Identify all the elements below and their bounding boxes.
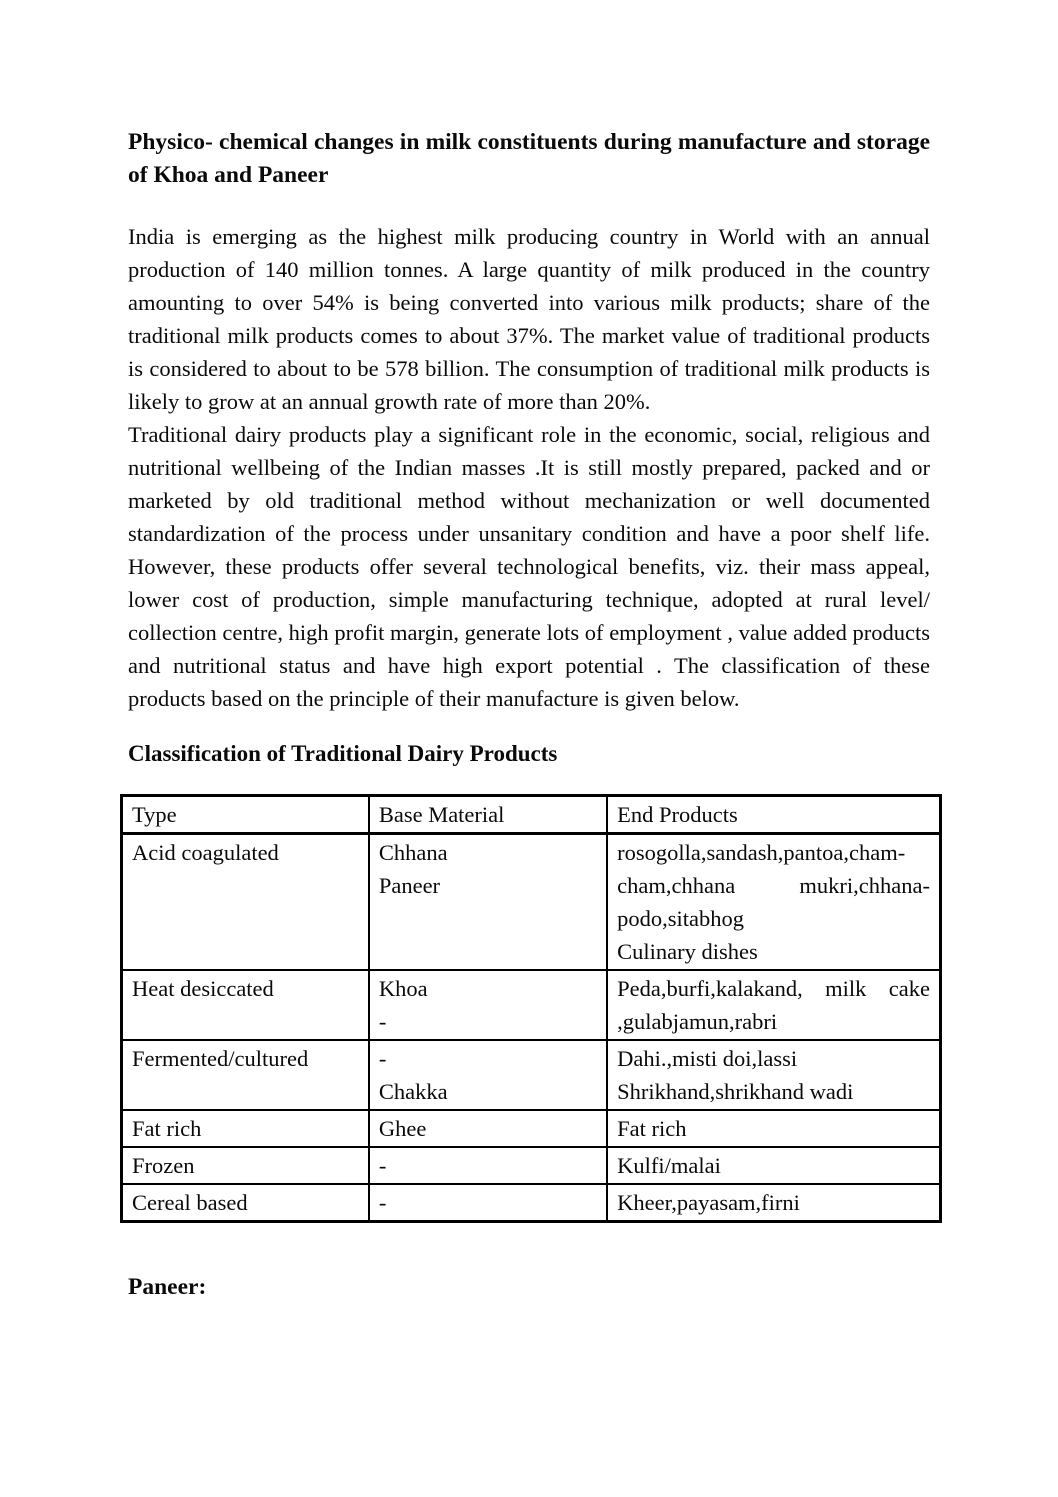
table-header-row	[122, 796, 941, 834]
cell-line: Peda,burfi,kalakand, milk cake	[617, 976, 930, 1001]
table-row-fermented-cultured	[122, 1040, 941, 1110]
cell-type	[122, 1110, 369, 1147]
document-title: Physico- chemical changes in milk constituents during manufacture and storage of Khoa and Paneer	[128, 129, 930, 188]
cell-end-products	[607, 1184, 940, 1222]
cell-line: Cereal based	[132, 1190, 248, 1215]
cell-type	[122, 834, 369, 971]
cell-type	[122, 1147, 369, 1184]
cell-line: Chakka	[378, 1079, 448, 1104]
table-row-frozen	[122, 1147, 941, 1184]
cell-type	[122, 970, 369, 1040]
cell-line: Fat rich	[132, 1116, 202, 1141]
cell-line: -	[378, 1153, 387, 1178]
cell-line: -	[378, 1046, 387, 1071]
cell-line: Shrikhand,shrikhand wadi	[617, 1079, 854, 1104]
cell-end-products	[607, 1110, 940, 1147]
column-header-end-products: End Products	[607, 796, 940, 834]
cell-line: cham,chhana mukri,chhana-	[617, 873, 930, 898]
cell-base-material	[369, 834, 607, 971]
cell-line: Fat rich	[617, 1116, 687, 1141]
cell-base-material	[369, 970, 607, 1040]
column-header-base-material: Base Material	[369, 796, 607, 834]
paragraph-intro: India is emerging as the highest milk producing country in World with an annual production of 140 million tonnes. A large quantity of milk produced in the country amounting to over 54% is being converted into various milk products; share of the traditional milk products comes to about 37%. The market value of traditional products is considered to about to be 578 billion. The consumption of traditional milk products is likely to grow at an annual growth rate of more than 20%.	[128, 224, 930, 414]
cell-line: -	[378, 1190, 387, 1215]
cell-line: Kheer,payasam,firni	[617, 1190, 800, 1215]
cell-base-material	[369, 1184, 607, 1222]
cell-line: Kulfi/malai	[617, 1153, 721, 1178]
classification-table	[120, 794, 942, 1223]
cell-line: podo,sitabhog	[617, 906, 745, 931]
cell-end-products	[607, 834, 940, 971]
cell-line: Paneer	[378, 873, 441, 898]
paneer-heading: Paneer:	[128, 1274, 207, 1300]
cell-base-material	[369, 1147, 607, 1184]
table-row-heat-desiccated	[122, 970, 941, 1040]
table-row-cereal-based	[122, 1184, 941, 1222]
paragraph-traditional-products: Traditional dairy products play a significant role in the economic, social, religious and nutritional wellbeing of the Indian masses .It is still mostly prepared, packed and or marketed by old traditional method without mechanization or well documented standardization of the process under unsanitary condition and have a poor shelf life. However, these products offer several technological benefits, viz. their mass appeal, lower cost of production, simple manufacturing technique, adopted at rural level/ collection centre, high profit margin, generate lots of employment , value added products and nutritional status and have high export potential . The classification of these products based on the principle of their manufacture is given below.	[128, 422, 930, 711]
cell-line: ,gulabjamun,rabri	[617, 1009, 778, 1034]
cell-line: -	[378, 1009, 387, 1034]
cell-line: rosogolla,sandash,pantoa,cham-	[617, 840, 906, 865]
table-row-acid-coagulated	[122, 834, 941, 971]
cell-line: Ghee	[378, 1116, 427, 1141]
cell-end-products	[607, 1147, 940, 1184]
cell-line: Dahi.,misti doi,lassi	[617, 1046, 798, 1071]
cell-line: Culinary dishes	[617, 939, 758, 964]
section-heading-classification: Classification of Traditional Dairy Products	[128, 741, 558, 766]
cell-line: Fermented/cultured	[132, 1046, 309, 1071]
cell-base-material	[369, 1110, 607, 1147]
column-header-type: Type	[122, 796, 369, 834]
cell-line: Frozen	[132, 1153, 195, 1178]
cell-line: Acid coagulated	[132, 840, 279, 865]
cell-end-products	[607, 1040, 940, 1110]
cell-type	[122, 1040, 369, 1110]
cell-base-material	[369, 1040, 607, 1110]
cell-line: Khoa	[378, 976, 428, 1001]
cell-line: Chhana	[378, 840, 448, 865]
cell-end-products	[607, 970, 940, 1040]
table-row-fat-rich	[122, 1110, 941, 1147]
cell-line: Heat desiccated	[132, 976, 274, 1001]
cell-type	[122, 1184, 369, 1222]
